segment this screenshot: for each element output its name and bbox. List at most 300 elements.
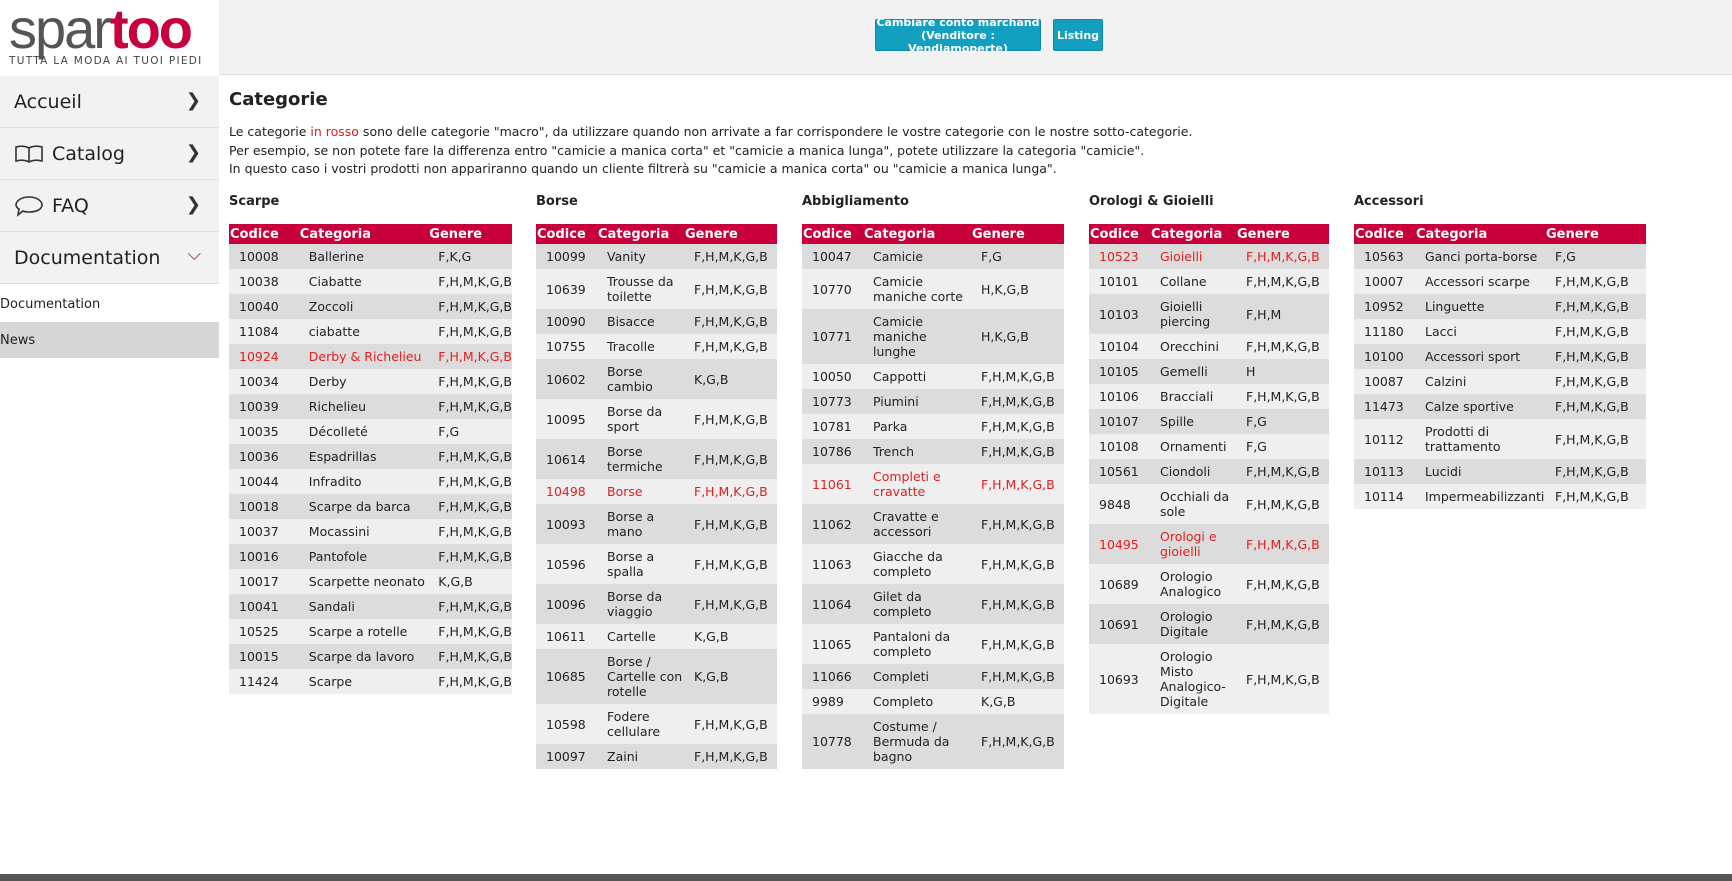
table-row (536, 439, 777, 479)
cell-category: Gemelli (1150, 359, 1236, 384)
cell-category: Trench (863, 439, 971, 464)
table-row (1089, 564, 1329, 604)
cell-gender: F,G (971, 244, 1064, 269)
table-row (536, 649, 777, 704)
cell-code: 10614 (536, 439, 597, 479)
table-row (1354, 294, 1646, 319)
cell-code: 9989 (802, 689, 863, 714)
cell-code: 10047 (802, 244, 863, 269)
table-row (1089, 644, 1329, 714)
table-row (1089, 604, 1329, 644)
cell-category: Sandali (299, 594, 428, 619)
cell-category: Calzini (1415, 369, 1545, 394)
cell-category: Gilet da completo (863, 584, 971, 624)
cell-code: 10044 (229, 469, 299, 494)
table-row (536, 334, 777, 359)
table-row (536, 744, 777, 769)
table-row (229, 519, 512, 544)
cell-gender: F,H,M,K,G,B (428, 644, 512, 669)
table-row (536, 269, 777, 309)
cell-category: Cravatte e accessori (863, 504, 971, 544)
table-row (229, 669, 512, 694)
cell-code: 10693 (1089, 644, 1150, 714)
cell-code: 10041 (229, 594, 299, 619)
cell-code: 11180 (1354, 319, 1415, 344)
cell-category: Scarpette neonato (299, 569, 428, 594)
cell-gender: F,H,M (1236, 294, 1329, 334)
cell-gender: F,H,M,K,G,B (1236, 564, 1329, 604)
cell-code: 10105 (1089, 359, 1150, 384)
cell-code: 10101 (1089, 269, 1150, 294)
table-row (802, 714, 1064, 769)
cell-code: 10525 (229, 619, 299, 644)
cell-category: Linguette (1415, 294, 1545, 319)
sidebar-item-label: Accueil (14, 90, 82, 113)
cell-code: 10093 (536, 504, 597, 544)
cell-gender: F,H,M,K,G,B (428, 494, 512, 519)
cell-category: Completi (863, 664, 971, 689)
category-table-borse (536, 194, 777, 769)
table-title: Scarpe (229, 194, 280, 209)
table-row (1354, 319, 1646, 344)
cell-gender: F,H,M,K,G,B (1236, 384, 1329, 409)
cell-code: 10114 (1354, 484, 1415, 509)
table-row (229, 369, 512, 394)
cell-category: Collane (1150, 269, 1236, 294)
chevron-right-icon: ❯ (185, 90, 201, 111)
table-row (802, 309, 1064, 364)
table-row (229, 644, 512, 669)
table-row (536, 504, 777, 544)
table-row (536, 399, 777, 439)
cell-code: 10113 (1354, 459, 1415, 484)
cell-gender: F,H,M,K,G,B (684, 439, 777, 479)
header-category: Categoria (1415, 224, 1545, 244)
header-category: Categoria (299, 224, 428, 244)
cell-category: Trousse da toilette (597, 269, 684, 309)
cell-category: Tracolle (597, 334, 684, 359)
cell-code: 10037 (229, 519, 299, 544)
intro-red: in rosso (310, 124, 359, 139)
cell-gender: F,H,M,K,G,B (428, 344, 512, 369)
header-gender: Genere (428, 224, 512, 244)
table-row (802, 244, 1064, 269)
cell-category: Scarpe da barca (299, 494, 428, 519)
cell-gender: F,H,M,K,G,B (971, 414, 1064, 439)
cell-gender: K,G,B (971, 689, 1064, 714)
cell-code: 10106 (1089, 384, 1150, 409)
cell-gender: F,G (1236, 409, 1329, 434)
cell-gender: K,G,B (684, 649, 777, 704)
table-row (1089, 459, 1329, 484)
cell-gender: F,H,M,K,G,B (971, 714, 1064, 769)
table-title: Accessori (1354, 194, 1424, 209)
cell-category: Spille (1150, 409, 1236, 434)
table-row (1354, 369, 1646, 394)
cell-code: 10095 (536, 399, 597, 439)
cell-category: Derby (299, 369, 428, 394)
table-row (229, 544, 512, 569)
cell-gender: H (1236, 359, 1329, 384)
cell-code: 10770 (802, 269, 863, 309)
cell-category: Prodotti di trattamento (1415, 419, 1545, 459)
cell-category: Camicie maniche lunghe (863, 309, 971, 364)
logo-tagline: TUTTA LA MODA AI TUOI PIEDI (9, 55, 203, 67)
table-row (536, 309, 777, 334)
cell-category: Accessori scarpe (1415, 269, 1545, 294)
cell-category: Lacci (1415, 319, 1545, 344)
cell-gender: F,H,M,K,G,B (1236, 244, 1329, 269)
intro-pre: Le categorie (229, 124, 311, 139)
category-table (229, 224, 512, 694)
cell-code: 10015 (229, 644, 299, 669)
cell-gender: F,H,M,K,G,B (971, 544, 1064, 584)
cell-category: Infradito (299, 469, 428, 494)
cell-gender: F,H,M,K,G,B (1545, 294, 1646, 319)
cell-category: Parka (863, 414, 971, 439)
cell-gender: F,H,M,K,G,B (1545, 459, 1646, 484)
table-row (1089, 334, 1329, 359)
sidebar-item-label: Catalog (52, 142, 125, 165)
table-row (229, 494, 512, 519)
cell-gender: F,H,M,K,G,B (1236, 334, 1329, 359)
cell-gender: F,H,M,K,G,B (428, 519, 512, 544)
page-title: Categorie (229, 89, 328, 110)
logo-text-2: too (109, 0, 191, 60)
cell-code: 11064 (802, 584, 863, 624)
table-row (802, 414, 1064, 439)
header-category: Categoria (1150, 224, 1236, 244)
cell-gender: K,G,B (684, 359, 777, 399)
cell-gender: F,H,M,K,G,B (684, 399, 777, 439)
sidebar (0, 76, 219, 358)
table-row (802, 504, 1064, 544)
cell-gender: F,H,M,K,G,B (428, 319, 512, 344)
cell-gender: F,H,M,K,G,B (428, 469, 512, 494)
cell-category: Cappotti (863, 364, 971, 389)
table-row (229, 469, 512, 494)
cell-category: Ciabatte (299, 269, 428, 294)
table-row (1354, 419, 1646, 459)
cell-category: Borse a mano (597, 504, 684, 544)
table-row (1089, 244, 1329, 269)
cell-gender: F,H,M,K,G,B (428, 669, 512, 694)
table-row (1354, 269, 1646, 294)
cell-gender: F,H,M,K,G,B (1545, 394, 1646, 419)
switch-account-line1: Cambiare conto marchand (876, 15, 1040, 29)
cell-category: Scarpe da lavoro (299, 644, 428, 669)
chevron-right-icon: ❯ (185, 194, 201, 215)
cell-gender: F,H,M,K,G,B (1236, 459, 1329, 484)
table-row (1089, 409, 1329, 434)
table-row (802, 464, 1064, 504)
table-row (1354, 484, 1646, 509)
table-row (536, 584, 777, 624)
cell-gender: F,H,M,K,G,B (684, 704, 777, 744)
cell-category: Camicie maniche corte (863, 269, 971, 309)
cell-category: Orologio Misto Analogico-Digitale (1150, 644, 1236, 714)
cell-code: 10108 (1089, 434, 1150, 459)
cell-category: Vanity (597, 244, 684, 269)
table-row (536, 359, 777, 399)
cell-gender: F,H,M,K,G,B (1236, 604, 1329, 644)
cell-gender: F,H,M,K,G,B (428, 294, 512, 319)
cell-gender: F,G (428, 419, 512, 444)
cell-code: 10038 (229, 269, 299, 294)
cell-gender: F,H,M,K,G,B (1236, 644, 1329, 714)
cell-code: 10561 (1089, 459, 1150, 484)
cell-code: 10099 (536, 244, 597, 269)
cell-gender: F,G (1236, 434, 1329, 459)
table-row (229, 244, 512, 269)
sidebar-subitem-documentation[interactable]: Documentation (0, 296, 101, 312)
logo-text-1: spar (9, 0, 110, 60)
header-gender: Genere (971, 224, 1064, 244)
table-row (802, 269, 1064, 309)
sidebar-item-label: Documentation (14, 246, 161, 269)
cell-category: Ornamenti (1150, 434, 1236, 459)
cell-code: 10050 (802, 364, 863, 389)
cell-code: 11424 (229, 669, 299, 694)
cell-code: 10596 (536, 544, 597, 584)
table-title: Borse (536, 194, 578, 209)
table-title: Abbigliamento (802, 194, 909, 209)
cell-category: Richelieu (299, 394, 428, 419)
cell-code: 11065 (802, 624, 863, 664)
cell-code: 10924 (229, 344, 299, 369)
cell-code: 11063 (802, 544, 863, 584)
cell-code: 10107 (1089, 409, 1150, 434)
cell-gender: F,H,M,K,G,B (428, 619, 512, 644)
table-row (1354, 344, 1646, 369)
table-row (802, 584, 1064, 624)
cell-gender: F,H,M,K,G,B (684, 544, 777, 584)
cell-category: Gioielli piercing (1150, 294, 1236, 334)
cell-code: 10017 (229, 569, 299, 594)
cell-gender: F,K,G (428, 244, 512, 269)
table-row (802, 389, 1064, 414)
cell-code: 10778 (802, 714, 863, 769)
cell-gender: F,H,M,K,G,B (428, 594, 512, 619)
intro-line3: In questo caso i vostri prodotti non appariranno quando un cliente filtrerà su "camicie a manica corta" ou "camicie a manica lunga". (229, 161, 1057, 176)
cell-code: 11061 (802, 464, 863, 504)
table-row (1089, 269, 1329, 294)
table-row (1089, 359, 1329, 384)
cell-category: Pantaloni da completo (863, 624, 971, 664)
cell-gender: K,G,B (428, 569, 512, 594)
table-row (1089, 524, 1329, 564)
table-row (1089, 294, 1329, 334)
listing-button[interactable]: Listing (1053, 19, 1103, 51)
category-table (1089, 224, 1329, 714)
cell-category: Borse termiche (597, 439, 684, 479)
sidebar-subitem-news[interactable]: News (0, 322, 219, 358)
table-row (536, 479, 777, 504)
cell-category: Giacche da completo (863, 544, 971, 584)
switch-account-line2: (Venditore : Vendiamoperte) (908, 28, 1008, 55)
table-title: Orologi & Gioielli (1089, 194, 1214, 209)
cell-code: 10096 (536, 584, 597, 624)
table-row (536, 544, 777, 584)
cell-category: Borse da sport (597, 399, 684, 439)
table-row (802, 439, 1064, 464)
cell-code: 10036 (229, 444, 299, 469)
cell-category: Borse da viaggio (597, 584, 684, 624)
table-row (229, 444, 512, 469)
table-row (229, 594, 512, 619)
cell-gender: F,H,M,K,G,B (971, 624, 1064, 664)
sidebar-item-catalog[interactable] (0, 128, 219, 180)
cell-gender: F,H,M,K,G,B (428, 444, 512, 469)
header-gender: Genere (684, 224, 777, 244)
top-bar (0, 0, 1732, 75)
cell-gender: F,H,M,K,G,B (971, 389, 1064, 414)
cell-code: 10090 (536, 309, 597, 334)
table-row (229, 294, 512, 319)
cell-category: Camicie (863, 244, 971, 269)
category-table-orologi-gioielli (1089, 194, 1329, 714)
cell-gender: F,G (1545, 244, 1646, 269)
header-category: Categoria (863, 224, 971, 244)
cell-code: 10611 (536, 624, 597, 649)
cell-category: Scarpe a rotelle (299, 619, 428, 644)
cell-code: 10523 (1089, 244, 1150, 269)
cell-gender: F,H,M,K,G,B (971, 439, 1064, 464)
cell-code: 9848 (1089, 484, 1150, 524)
cell-gender: F,H,M,K,G,B (428, 269, 512, 294)
cell-gender: F,H,M,K,G,B (971, 504, 1064, 544)
cell-code: 10771 (802, 309, 863, 364)
cell-category: ciabatte (299, 319, 428, 344)
sidebar-item-accueil[interactable] (0, 76, 219, 128)
intro-post: sono delle categorie "macro", da utilizzare quando non arrivate a far corrispondere le vostre categorie con le nostre sotto-categorie. (358, 124, 1193, 139)
cell-code: 10598 (536, 704, 597, 744)
table-row (1354, 459, 1646, 484)
cell-code: 10103 (1089, 294, 1150, 334)
header-category: Categoria (597, 224, 684, 244)
cell-gender: F,H,M,K,G,B (1545, 419, 1646, 459)
table-row (229, 344, 512, 369)
table-row (229, 419, 512, 444)
book-icon (14, 144, 44, 164)
sidebar-item-label: FAQ (52, 194, 89, 217)
table-row (1354, 244, 1646, 269)
cell-code: 11062 (802, 504, 863, 544)
cell-category: Derby & Richelieu (299, 344, 428, 369)
cell-gender: F,H,M,K,G,B (684, 479, 777, 504)
cell-code: 10100 (1354, 344, 1415, 369)
cell-category: Ganci porta-borse (1415, 244, 1545, 269)
cell-code: 10016 (229, 544, 299, 569)
cell-code: 11084 (229, 319, 299, 344)
cell-category: Orecchini (1150, 334, 1236, 359)
cell-category: Bracciali (1150, 384, 1236, 409)
logo[interactable] (0, 0, 219, 75)
cell-category: Orologi e gioielli (1150, 524, 1236, 564)
cell-category: Lucidi (1415, 459, 1545, 484)
table-row (802, 544, 1064, 584)
header-gender: Genere (1545, 224, 1646, 244)
header-code: Codice (536, 224, 597, 244)
cell-category: Occhiali da sole (1150, 484, 1236, 524)
cell-gender: F,H,M,K,G,B (1236, 524, 1329, 564)
cell-gender: F,H,M,K,G,B (428, 369, 512, 394)
speech-bubble-icon (14, 195, 44, 217)
cell-code: 11066 (802, 664, 863, 689)
cell-code: 10639 (536, 269, 597, 309)
cell-code: 10034 (229, 369, 299, 394)
cell-category: Ciondoli (1150, 459, 1236, 484)
cell-category: Orologio Analogico (1150, 564, 1236, 604)
table-row (229, 269, 512, 294)
cell-category: Borse a spalla (597, 544, 684, 584)
cell-gender: F,H,M,K,G,B (428, 544, 512, 569)
cell-category: Orologio Digitale (1150, 604, 1236, 644)
cell-gender: F,H,M,K,G,B (428, 394, 512, 419)
table-row (802, 624, 1064, 664)
cell-gender: F,H,M,K,G,B (1545, 269, 1646, 294)
table-row (802, 364, 1064, 389)
horizontal-scrollbar[interactable] (0, 874, 1732, 881)
table-row (536, 704, 777, 744)
table-row (229, 319, 512, 344)
cell-category: Impermeabilizzanti (1415, 484, 1545, 509)
cell-code: 10035 (229, 419, 299, 444)
cell-category: Cartelle (597, 624, 684, 649)
cell-category: Bisacce (597, 309, 684, 334)
cell-gender: F,H,M,K,G,B (684, 334, 777, 359)
cell-gender: F,H,M,K,G,B (971, 364, 1064, 389)
cell-category: Zaini (597, 744, 684, 769)
cell-category: Zoccoli (299, 294, 428, 319)
cell-category: Borse (597, 479, 684, 504)
cell-code: 10691 (1089, 604, 1150, 644)
table-row (1089, 434, 1329, 459)
table-row (1089, 484, 1329, 524)
cell-category: Completi e cravatte (863, 464, 971, 504)
cell-category: Costume / Bermuda da bagno (863, 714, 971, 769)
cell-code: 10112 (1354, 419, 1415, 459)
switch-account-button[interactable] (875, 15, 1041, 55)
cell-code: 10689 (1089, 564, 1150, 604)
header-code: Codice (229, 224, 299, 244)
cell-category: Décolleté (299, 419, 428, 444)
cell-code: 10104 (1089, 334, 1150, 359)
cell-category: Scarpe (299, 669, 428, 694)
cell-category: Mocassini (299, 519, 428, 544)
table-row (802, 689, 1064, 714)
category-table-abbigliamento (802, 194, 1064, 769)
cell-category: Espadrillas (299, 444, 428, 469)
chevron-right-icon: ❯ (185, 142, 201, 163)
cell-gender: F,H,M,K,G,B (1545, 484, 1646, 509)
cell-code: 11473 (1354, 394, 1415, 419)
sidebar-item-faq[interactable] (0, 180, 219, 232)
intro-line2: Per esempio, se non potete fare la differenza entro "camicie a manica corta" et "camicie a manica lunga", potete utilizzare la categoria "camicie". (229, 142, 1145, 158)
table-row (536, 244, 777, 269)
table-row (229, 394, 512, 419)
cell-category: Ballerine (299, 244, 428, 269)
cell-category: Fodere cellulare (597, 704, 684, 744)
cell-gender: F,H,M,K,G,B (971, 584, 1064, 624)
cell-code: 10786 (802, 439, 863, 464)
cell-code: 10495 (1089, 524, 1150, 564)
cell-gender: F,H,M,K,G,B (684, 269, 777, 309)
sidebar-item-documentation[interactable] (0, 232, 219, 284)
cell-gender: F,H,M,K,G,B (971, 664, 1064, 689)
cell-code: 10498 (536, 479, 597, 504)
cell-code: 10087 (1354, 369, 1415, 394)
